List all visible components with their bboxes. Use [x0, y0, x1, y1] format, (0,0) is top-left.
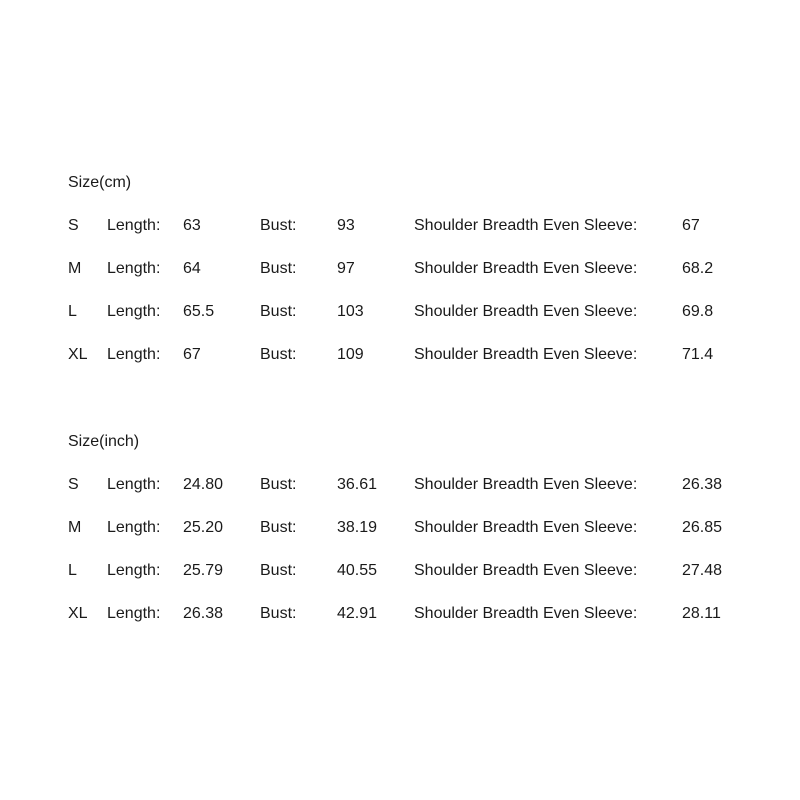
size-row [68, 345, 768, 388]
bust-value: 36.61 [337, 476, 378, 493]
shoulder-value: 26.85 [682, 519, 723, 536]
length-label: Length: [107, 605, 161, 622]
length-value: 25.20 [183, 519, 224, 536]
shoulder-label: Shoulder Breadth Even Sleeve: [414, 519, 638, 536]
size-row [68, 604, 768, 647]
length-label: Length: [107, 519, 161, 536]
bust-value: 42.91 [337, 605, 378, 622]
bust-label: Bust: [260, 605, 297, 622]
shoulder-value: 67 [682, 217, 700, 234]
size-label: M [68, 260, 82, 277]
bust-label: Bust: [260, 519, 297, 536]
length-value: 25.79 [183, 562, 224, 579]
length-label: Length: [107, 217, 161, 234]
shoulder-value: 68.2 [682, 260, 714, 277]
bust-value: 93 [337, 217, 355, 234]
length-value: 65.5 [183, 303, 215, 320]
size-row [68, 302, 768, 345]
bust-value: 38.19 [337, 519, 378, 536]
bust-label: Bust: [260, 562, 297, 579]
bust-label: Bust: [260, 260, 297, 277]
size-label: L [68, 562, 77, 579]
size-table-inch [68, 432, 768, 647]
bust-label: Bust: [260, 346, 297, 363]
shoulder-label: Shoulder Breadth Even Sleeve: [414, 605, 638, 622]
size-row [68, 216, 768, 259]
size-table-cm [68, 173, 768, 388]
size-label: S [68, 476, 79, 493]
section-title-cm: Size(cm) [68, 174, 132, 191]
bust-label: Bust: [260, 476, 297, 493]
size-row [68, 259, 768, 302]
shoulder-value: 26.38 [682, 476, 723, 493]
length-label: Length: [107, 346, 161, 363]
size-label: M [68, 519, 82, 536]
bust-label: Bust: [260, 303, 297, 320]
length-value: 26.38 [183, 605, 224, 622]
length-value: 67 [183, 346, 201, 363]
bust-value: 97 [337, 260, 355, 277]
shoulder-label: Shoulder Breadth Even Sleeve: [414, 562, 638, 579]
size-rows-cm [68, 216, 768, 388]
bust-value: 40.55 [337, 562, 378, 579]
size-row [68, 475, 768, 518]
bust-label: Bust: [260, 217, 297, 234]
shoulder-label: Shoulder Breadth Even Sleeve: [414, 217, 638, 234]
size-label: XL [68, 346, 88, 363]
size-label: S [68, 217, 79, 234]
size-rows-inch [68, 475, 768, 647]
shoulder-value: 71.4 [682, 346, 714, 363]
size-label: L [68, 303, 77, 320]
shoulder-label: Shoulder Breadth Even Sleeve: [414, 476, 638, 493]
length-label: Length: [107, 260, 161, 277]
length-value: 63 [183, 217, 201, 234]
shoulder-label: Shoulder Breadth Even Sleeve: [414, 346, 638, 363]
size-row [68, 518, 768, 561]
size-row [68, 561, 768, 604]
bust-value: 109 [337, 346, 364, 363]
length-label: Length: [107, 562, 161, 579]
shoulder-value: 28.11 [682, 605, 721, 622]
shoulder-label: Shoulder Breadth Even Sleeve: [414, 260, 638, 277]
size-label: XL [68, 605, 88, 622]
length-value: 64 [183, 260, 201, 277]
bust-value: 103 [337, 303, 364, 320]
shoulder-value: 69.8 [682, 303, 714, 320]
shoulder-value: 27.48 [682, 562, 723, 579]
shoulder-label: Shoulder Breadth Even Sleeve: [414, 303, 638, 320]
length-value: 24.80 [183, 476, 224, 493]
length-label: Length: [107, 303, 161, 320]
section-title-inch: Size(inch) [68, 433, 140, 450]
length-label: Length: [107, 476, 161, 493]
